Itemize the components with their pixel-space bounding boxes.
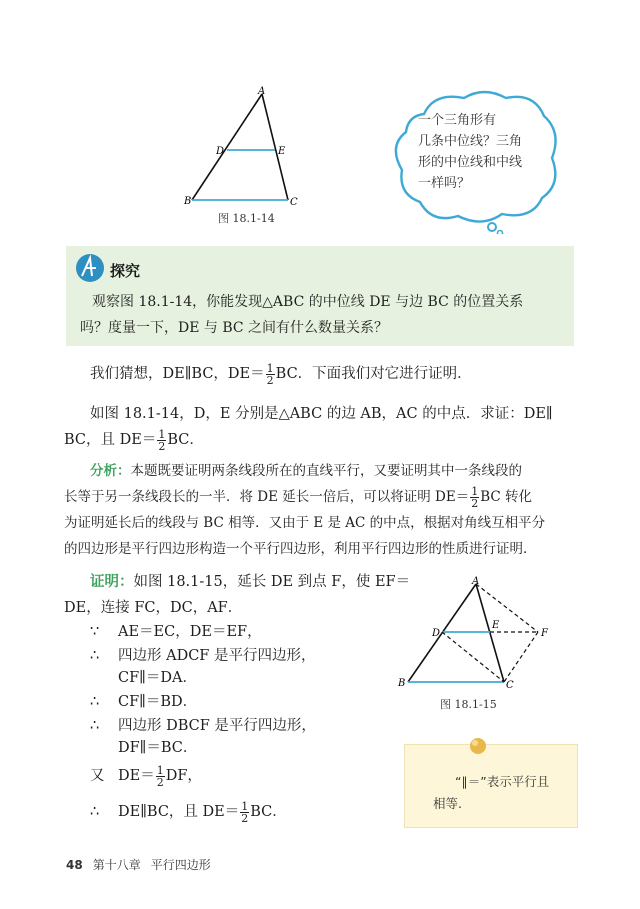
fraction: $\frac{1}{2}$	[266, 361, 274, 387]
point-label-f: F	[541, 628, 548, 639]
explore-title: 探究	[110, 262, 141, 280]
cloud-line: 一样吗？	[418, 176, 471, 191]
explore-icon	[74, 252, 106, 284]
fraction: $\frac{1}{2}$	[158, 427, 166, 453]
explore-box	[66, 246, 574, 346]
figure-caption: 图 18.1-14	[218, 212, 275, 225]
point-label-d: D	[216, 146, 225, 157]
figure-18-1-14	[170, 82, 310, 212]
chapter-title: 平行四边形	[150, 858, 211, 872]
cloud-line: 形的中位线和中线	[418, 155, 523, 170]
proof-line-2: DE，连接 FC，DC，AF．	[64, 600, 243, 616]
figure-caption: 图 18.1-15	[440, 698, 497, 711]
guess-text-a: 我们猜想，DE∥BC，DE＝	[90, 366, 265, 382]
figure-18-1-15	[392, 574, 564, 694]
guess-text-b: BC．下面我们对它进行证明．	[275, 366, 472, 382]
thought-cloud-text	[418, 110, 548, 194]
point-label-a: A	[258, 86, 266, 97]
given-line-2: BC，且 DE＝ $\frac{1}{2}$ BC．	[64, 427, 204, 453]
analysis-label: 分析：	[90, 463, 131, 479]
page-footer	[66, 856, 211, 873]
fraction: $\frac{1}{2}$	[156, 763, 164, 789]
note-line-2: 相等.	[433, 796, 462, 811]
point-label-e: E	[492, 620, 500, 631]
point-label-b: B	[184, 196, 192, 207]
proof-line-1: 证明：如图 18.1-15，延长 DE 到点 F，使 EF＝	[90, 574, 411, 590]
proof-step-cont: DF∥＝BC．	[118, 740, 198, 756]
point-label-d: D	[432, 628, 441, 639]
analysis-block: 分析：本题既要证明两条线段所在的直线平行，又要证明其中一条线段的 长等于另一条线段长的一半．将 DE 延长一倍后，可以将证明 DE＝ $\frac{1}{2}$ BC 转化 为证明延长后的线段与 BC 相等．又由于 E 是 AC 的中点，根据对角线互相平分 的四边形是平行四边形构造一个平行四边形，利用平行四边形的性质进行证明．	[64, 463, 546, 557]
explore-line-1: 观察图 18.1-14，你能发现△ABC 的中位线 DE 与边 BC 的位置关系	[92, 294, 524, 310]
given-line-1: 如图 18.1-14，D，E 分别是△ABC 的边 AB，AC 的中点．求证：DE∥	[90, 406, 553, 422]
point-label-b: B	[398, 678, 406, 689]
proof-step: ∴ CF∥＝BD．	[90, 694, 198, 710]
guess-paragraph	[90, 362, 472, 386]
proof-step: 又 DE＝ $\frac{1}{2}$ DF，	[90, 763, 202, 789]
explore-line-2: 吗？度量一下，DE 与 BC 之间有什么数量关系？	[80, 320, 389, 336]
proof-step: ∵ AE＝EC，DE＝EF，	[90, 624, 262, 640]
proof-step-cont: CF∥＝DA．	[118, 670, 197, 686]
fraction: $\frac{1}{2}$	[471, 485, 479, 510]
fraction: $\frac{1}{2}$	[241, 799, 249, 825]
proof-step: ∴ 四边形 ADCF 是平行四边形，	[90, 648, 316, 664]
note-line-1: “∥＝”表示平行且	[455, 774, 550, 789]
proof-step: ∴ DE∥BC，且 DE＝ $\frac{1}{2}$ BC．	[90, 799, 287, 825]
point-label-e: E	[278, 146, 286, 157]
point-label-c: C	[290, 197, 298, 208]
chapter-label: 第十八章	[92, 858, 141, 872]
point-label-a: A	[472, 576, 480, 587]
proof-step: ∴ 四边形 DBCF 是平行四边形，	[90, 718, 316, 734]
cloud-line: 几条中位线？三角	[418, 134, 523, 149]
proof-label: 证明：	[90, 574, 134, 590]
pushpin-icon	[467, 735, 489, 757]
cloud-line: 一个三角形有	[418, 113, 497, 128]
sticky-note	[404, 744, 578, 828]
point-label-c: C	[506, 680, 514, 691]
page-number: 48	[66, 858, 83, 872]
